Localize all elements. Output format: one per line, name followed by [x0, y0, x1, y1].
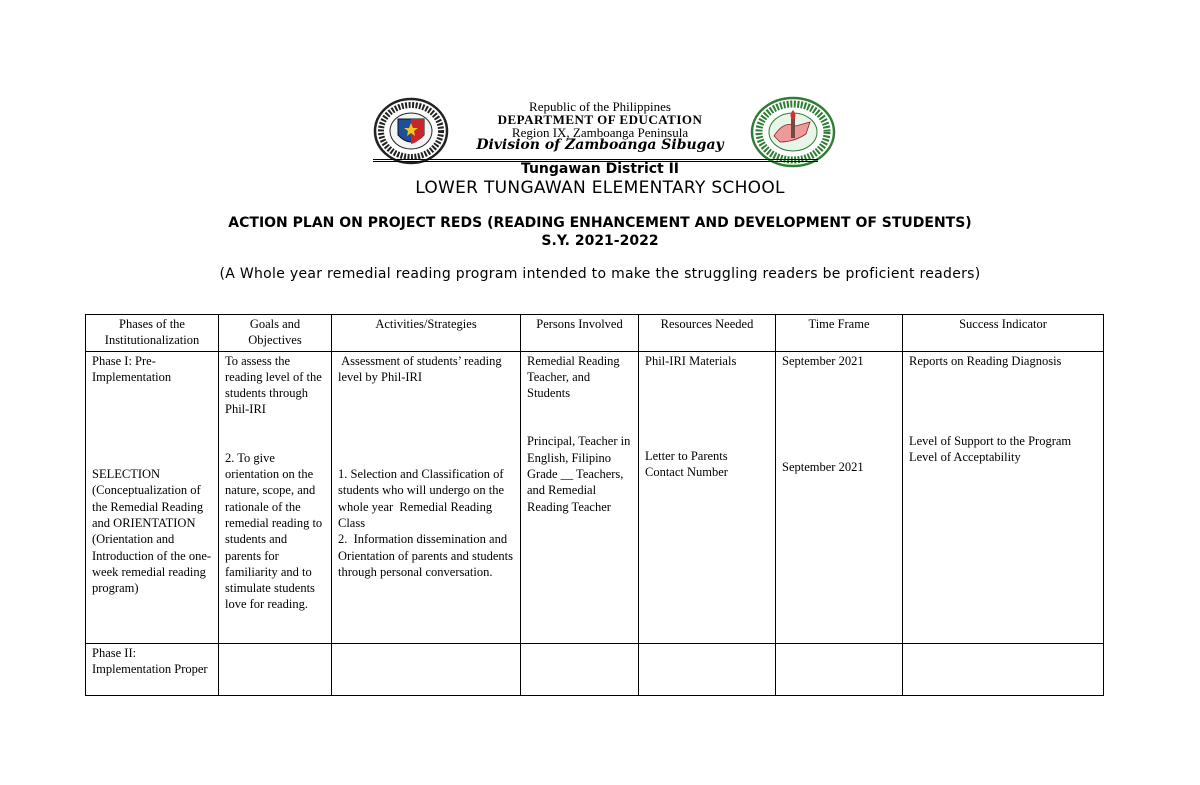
- division-text: Division of Zamboanga Sibugay: [476, 137, 724, 153]
- success-support-text: Level of Support to the Program Level of Acceptability: [909, 433, 1072, 465]
- success-cell: [903, 643, 1104, 695]
- deped-seal-icon: [373, 97, 449, 165]
- activities-cell: [332, 351, 521, 643]
- plan-subtitle: (A Whole year remedial reading program intended to make the struggling readers be proficient readers): [219, 266, 981, 282]
- header-rule-top: [373, 159, 818, 160]
- persons-principal-text: Principal, Teacher in English, Filipino Grade __ Teachers, and Remedial Reading Teacher: [527, 434, 634, 514]
- goals-cell: [219, 643, 332, 695]
- action-plan-table: [85, 314, 1104, 696]
- header-persons: Persons Involved: [521, 315, 639, 352]
- success-cell: [903, 351, 1104, 643]
- activity-selection-text: 1. Selection and Classification of students who will undergo on the whole year Remedial Reading Class 2. Information dissemination and Orientation of parents and students through personal conversation.: [338, 467, 513, 579]
- activities-cell: [332, 643, 521, 695]
- header-resources: Resources Needed: [639, 315, 776, 352]
- table-row: [86, 351, 1104, 643]
- goal-assess-text: To assess the reading level of the students through Phil-IRI: [225, 353, 325, 417]
- selection-text: SELECTION (Conceptualization of the Remedial Reading and ORIENTATION (Orientation and Introduction of the one-week remedial reading program): [92, 467, 212, 596]
- persons-remedial-text: Remedial Reading Teacher, and Students: [527, 353, 623, 401]
- department-text: DEPARTMENT OF EDUCATION: [497, 112, 703, 127]
- time-frame-b-text: September 2021: [782, 459, 864, 474]
- goal-orientation-text: 2. To give orientation on the nature, scope, and rationale of the remedial reading to students and parents for familiarity and to stimulate students love for reading.: [225, 450, 326, 612]
- table-header-row: [86, 315, 1104, 352]
- persons-cell: [521, 643, 639, 695]
- district-title: Tungawan District II: [520, 161, 680, 177]
- header-activities: Activities/Strategies: [332, 315, 521, 352]
- resources-cell: [639, 351, 776, 643]
- time-frame-a-text: September 2021: [782, 353, 864, 368]
- resources-letter-text: Letter to Parents Contact Number: [645, 448, 728, 480]
- republic-text: Republic of the Philippines: [529, 99, 671, 114]
- school-year: S.Y. 2021-2022: [541, 233, 659, 249]
- success-reports-text: Reports on Reading Diagnosis: [909, 353, 1062, 368]
- goals-cell: [219, 351, 332, 643]
- table-row: [86, 643, 1104, 695]
- header-goals: Goals and Objectives: [219, 315, 332, 352]
- deped-letterhead: [470, 100, 730, 152]
- header-time-frame: Time Frame: [776, 315, 903, 352]
- time-frame-cell: [776, 351, 903, 643]
- header-phases: Phases of the Institutionalization: [86, 315, 219, 352]
- time-frame-cell: [776, 643, 903, 695]
- region-text: Region IX, Zamboanga Peninsula: [511, 125, 689, 140]
- division-seal-icon: [750, 96, 836, 168]
- resources-phil-iri-text: Phil-IRI Materials: [645, 353, 737, 368]
- plan-title-text: ACTION PLAN ON PROJECT REDS (READING ENHANCEMENT AND DEVELOPMENT OF STUDENTS): [228, 215, 972, 231]
- school-title: LOWER TUNGAWAN ELEMENTARY SCHOOL: [415, 178, 785, 198]
- activity-assessment-text: Assessment of students’ reading level by Phil-IRI: [338, 353, 505, 384]
- resources-cell: [639, 643, 776, 695]
- plan-title: [0, 214, 1200, 250]
- phase-ii-text: Phase II: Implementation Proper: [92, 645, 208, 676]
- phase-i-text: Phase I: Pre-Implementation: [92, 353, 172, 384]
- header-success: Success Indicator: [903, 315, 1104, 352]
- document-header: [0, 0, 1200, 170]
- persons-cell: [521, 351, 639, 643]
- phase-cell: [86, 351, 219, 643]
- phase-cell: [86, 643, 219, 695]
